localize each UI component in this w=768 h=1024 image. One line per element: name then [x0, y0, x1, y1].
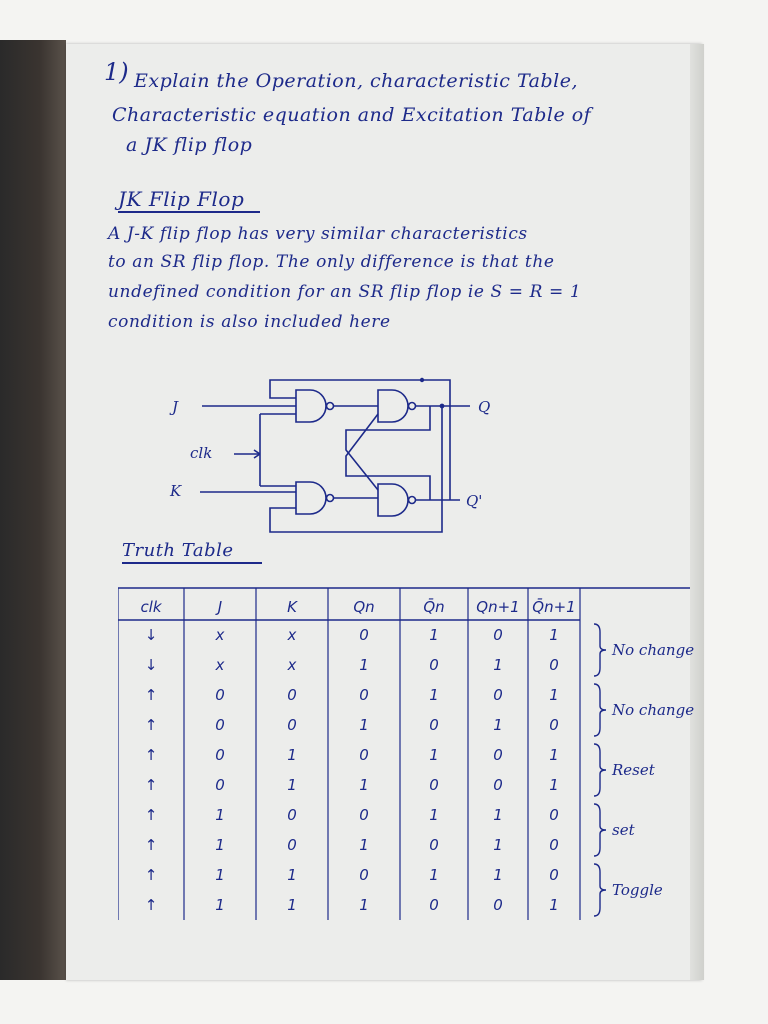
table-cell: 0 [493, 746, 503, 764]
table-cell: 1 [287, 776, 297, 794]
table-cell: 1 [429, 686, 439, 704]
group-brace [594, 624, 606, 676]
label-k: K [170, 482, 182, 500]
table-cell: 1 [359, 656, 369, 674]
truth-table [118, 586, 708, 946]
table-cell: ↑ [144, 776, 158, 794]
table-cell: 1 [493, 806, 503, 824]
table-cell: 1 [493, 836, 503, 854]
table-cell: 0 [549, 806, 559, 824]
table-cell: x [215, 656, 225, 674]
table-cell: ↑ [144, 806, 158, 824]
table-header-cell: Q̄n [423, 598, 445, 616]
table-cell: 0 [359, 866, 369, 884]
table-cell: 1 [549, 686, 559, 704]
group-label: Reset [612, 761, 655, 779]
table-cell: ↑ [144, 686, 158, 704]
group-label: Toggle [612, 881, 663, 899]
nand-gate-3 [378, 390, 408, 422]
question-line-3: a JK flip flop [126, 134, 253, 156]
table-cell: 0 [493, 896, 503, 914]
label-qbar: Q' [466, 492, 483, 510]
table-header-cell: J [217, 598, 223, 616]
group-brace [594, 744, 606, 796]
table-cell: 0 [287, 716, 297, 734]
table-cell: 0 [429, 716, 439, 734]
group-brace [594, 804, 606, 856]
table-cell: x [287, 626, 297, 644]
nand-gate-4 [378, 484, 408, 516]
truth-table-underline [122, 562, 262, 564]
table-cell: 1 [429, 866, 439, 884]
table-cell: 1 [359, 896, 369, 914]
nand-gate-2 [296, 482, 326, 514]
table-cell: ↓ [144, 656, 158, 674]
paragraph-line-2: to an SR flip flop. The only difference is that the [108, 252, 555, 272]
group-brace [594, 864, 606, 916]
table-header-cell: clk [140, 598, 162, 616]
table-cell: 0 [429, 656, 439, 674]
table-cell: 0 [215, 776, 225, 794]
table-cell: 1 [215, 866, 225, 884]
table-cell: 1 [287, 866, 297, 884]
table-cell: 1 [359, 776, 369, 794]
truth-table-title: Truth Table [122, 540, 234, 561]
table-cell: ↑ [144, 896, 158, 914]
table-surface [0, 40, 66, 980]
table-cell: 0 [549, 836, 559, 854]
paragraph-line-4: condition is also included here [108, 312, 391, 332]
table-cell: 1 [549, 776, 559, 794]
table-cell: 1 [429, 806, 439, 824]
table-header-cell: K [287, 598, 297, 616]
jk-flipflop-circuit [160, 372, 520, 542]
table-header-cell: Q̄n+1 [532, 598, 576, 616]
table-cell: 0 [215, 686, 225, 704]
table-cell: 1 [549, 626, 559, 644]
table-cell: 1 [215, 896, 225, 914]
question-number: 1) [104, 58, 129, 86]
table-cell: 0 [429, 836, 439, 854]
table-cell: ↑ [144, 866, 158, 884]
label-clk: clk [190, 444, 213, 462]
table-cell: 0 [287, 806, 297, 824]
table-cell: 0 [287, 836, 297, 854]
table-cell: 1 [215, 806, 225, 824]
table-cell: 1 [549, 896, 559, 914]
table-cell: 1 [359, 716, 369, 734]
table-cell: 1 [287, 896, 297, 914]
table-cell: 0 [429, 896, 439, 914]
table-cell: 0 [493, 626, 503, 644]
group-label: No change [612, 641, 695, 659]
label-j: J [172, 398, 179, 416]
table-header-cell: Qn [353, 598, 375, 616]
table-cell: 0 [549, 716, 559, 734]
group-label: No change [612, 701, 695, 719]
table-cell: 1 [549, 746, 559, 764]
table-cell: 0 [549, 866, 559, 884]
table-cell: 0 [215, 746, 225, 764]
table-header-cell: Qn+1 [476, 598, 520, 616]
table-cell: ↑ [144, 746, 158, 764]
table-cell: 1 [429, 626, 439, 644]
section-heading: JK Flip Flop [118, 187, 245, 211]
table-cell: ↑ [144, 716, 158, 734]
table-cell: 1 [215, 836, 225, 854]
nand-gate-1 [296, 390, 326, 422]
table-cell: x [287, 656, 297, 674]
heading-underline [118, 211, 260, 213]
question-line-1: Explain the Operation, characteristic Table, [134, 70, 579, 92]
table-cell: 1 [359, 836, 369, 854]
table-cell: 0 [359, 626, 369, 644]
label-q: Q [478, 398, 491, 416]
table-cell: 0 [429, 776, 439, 794]
table-cell: 0 [493, 686, 503, 704]
paragraph-line-3: undefined condition for an SR flip flop ie S = R = 1 [108, 282, 582, 302]
table-cell: 0 [359, 686, 369, 704]
table-cell: 0 [287, 686, 297, 704]
group-brace [594, 684, 606, 736]
table-cell: 0 [359, 746, 369, 764]
group-label: set [612, 821, 635, 839]
question-line-2: Characteristic equation and Excitation Table of [112, 104, 592, 126]
table-cell: ↓ [144, 626, 158, 644]
table-cell: 0 [359, 806, 369, 824]
table-cell: x [215, 626, 225, 644]
table-cell: 1 [493, 716, 503, 734]
table-cell: ↑ [144, 836, 158, 854]
table-cell: 1 [429, 746, 439, 764]
table-cell: 1 [287, 746, 297, 764]
paragraph-line-1: A J-K flip flop has very similar characteristics [108, 224, 528, 244]
table-cell: 1 [493, 866, 503, 884]
table-cell: 1 [493, 656, 503, 674]
table-cell: 0 [215, 716, 225, 734]
table-cell: 0 [549, 656, 559, 674]
table-cell: 0 [493, 776, 503, 794]
